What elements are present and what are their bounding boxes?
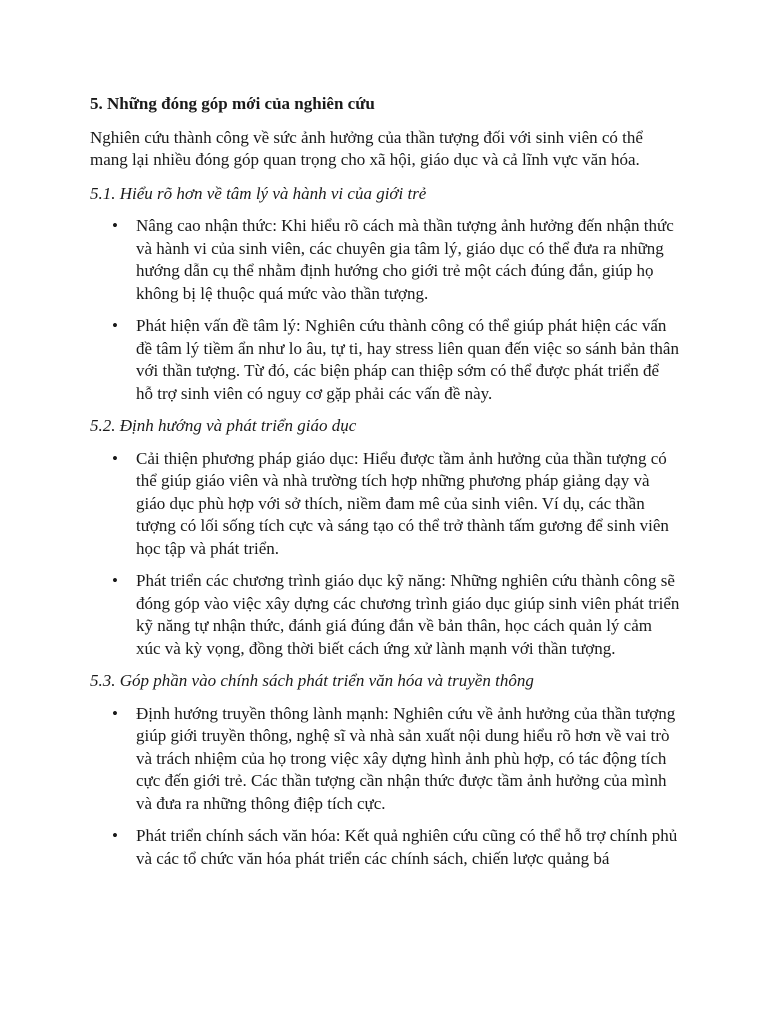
- intro-paragraph: Nghiên cứu thành công về sức ảnh hưởng của thần tượng đối với sinh viên có thể mang lại nhiều đóng góp quan trọng cho xã hội, giáo dục và cả lĩnh vực văn hóa.: [90, 127, 643, 169]
- document-page: [90, 93, 680, 880]
- list-item: [90, 315, 680, 405]
- list-item: [90, 448, 680, 561]
- subsection-title: 5.3. Góp phần vào chính sách phát triển văn hóa và truyền thông: [90, 671, 534, 690]
- list-item-text: Phát triển các chương trình giáo dục kỹ năng: Những nghiên cứu thành công sẽ đóng góp vào việc xây dựng các chương trình giáo dục giúp sinh viên phát triển kỹ năng tự nhận thức, đánh giá đúng đắn về bản thân, học cách quản lý cảm xúc và kỳ vọng, đồng thời biết cách ứng xử lành mạnh với thần tượng.: [136, 571, 680, 658]
- bullet-icon: •: [112, 316, 118, 335]
- subsection-title: 5.1. Hiểu rõ hơn về tâm lý và hành vi của giới trẻ: [90, 183, 427, 203]
- bullet-icon: •: [112, 448, 118, 468]
- bullet-list: [90, 448, 680, 661]
- subsection-5-2: [90, 415, 680, 660]
- list-item: [90, 570, 680, 660]
- subsection-title: 5.2. Định hướng và phát triển giáo dục: [90, 416, 357, 435]
- list-item-text: Nâng cao nhận thức: Khi hiểu rõ cách mà thần tượng ảnh hưởng đến nhận thức và hành vi của sinh viên, các chuyên gia tâm lý, giáo dục có thể đưa ra những hướng dẫn cụ thể nhằm định hướng cho giới trẻ một cách đúng đắn, giúp họ không bị lệ thuộc quá mức vào thần tượng.: [136, 216, 674, 303]
- list-item-text: Định hướng truyền thông lành mạnh: Nghiên cứu về ảnh hưởng của thần tượng giúp giới truyền thông, nghệ sĩ và nhà sản xuất nội dung hiểu rõ hơn về vai trò và trách nhiệm của họ trong việc xây dựng hình ảnh phù hợp, có tác động tích cực đến giới trẻ. Các thần tượng cần nhận thức được tầm ảnh hưởng của mình và đưa ra những thông điệp tích cực.: [136, 703, 676, 813]
- list-item: [90, 215, 680, 305]
- bullet-icon: •: [112, 703, 118, 723]
- list-item: [90, 825, 680, 870]
- list-item-text: Cải thiện phương pháp giáo dục: Hiểu được tầm ảnh hưởng của thần tượng có thể giúp giáo viên và nhà trường tích hợp những phương pháp giảng dạy và giáo dục phù hợp với sở thích, niềm đam mê của sinh viên. Ví dụ, các thần tượng có lối sống tích cực và sáng tạo có thể trở thành tấm gương để sinh viên học tập và phát triển.: [136, 448, 669, 558]
- bullet-icon: •: [112, 216, 118, 235]
- list-item: [90, 703, 680, 816]
- bullet-icon: •: [112, 826, 118, 845]
- list-item-text: Phát hiện vấn đề tâm lý: Nghiên cứu thành công có thể giúp phát hiện các vấn đề tâm lý tiềm ẩn như lo âu, tự ti, hay stress liên quan đến việc so sánh bản thân với thần tượng. Từ đó, các biện pháp can thiệp sớm có thể được phát triển để hỗ trợ sinh viên có nguy cơ gặp phải các vấn đề này.: [136, 316, 679, 403]
- bullet-icon: •: [112, 571, 118, 590]
- list-item-text: Phát triển chính sách văn hóa: Kết quả nghiên cứu cũng có thể hỗ trợ chính phủ và các tổ chức văn hóa phát triển các chính sách, chiến lược quảng bá: [136, 826, 678, 868]
- subsection-5-3: [90, 670, 680, 870]
- bullet-list: [90, 215, 680, 405]
- section-heading: 5. Những đóng góp mới của nghiên cứu: [90, 94, 375, 113]
- bullet-list: [90, 703, 680, 871]
- subsection-5-1: [90, 183, 680, 406]
